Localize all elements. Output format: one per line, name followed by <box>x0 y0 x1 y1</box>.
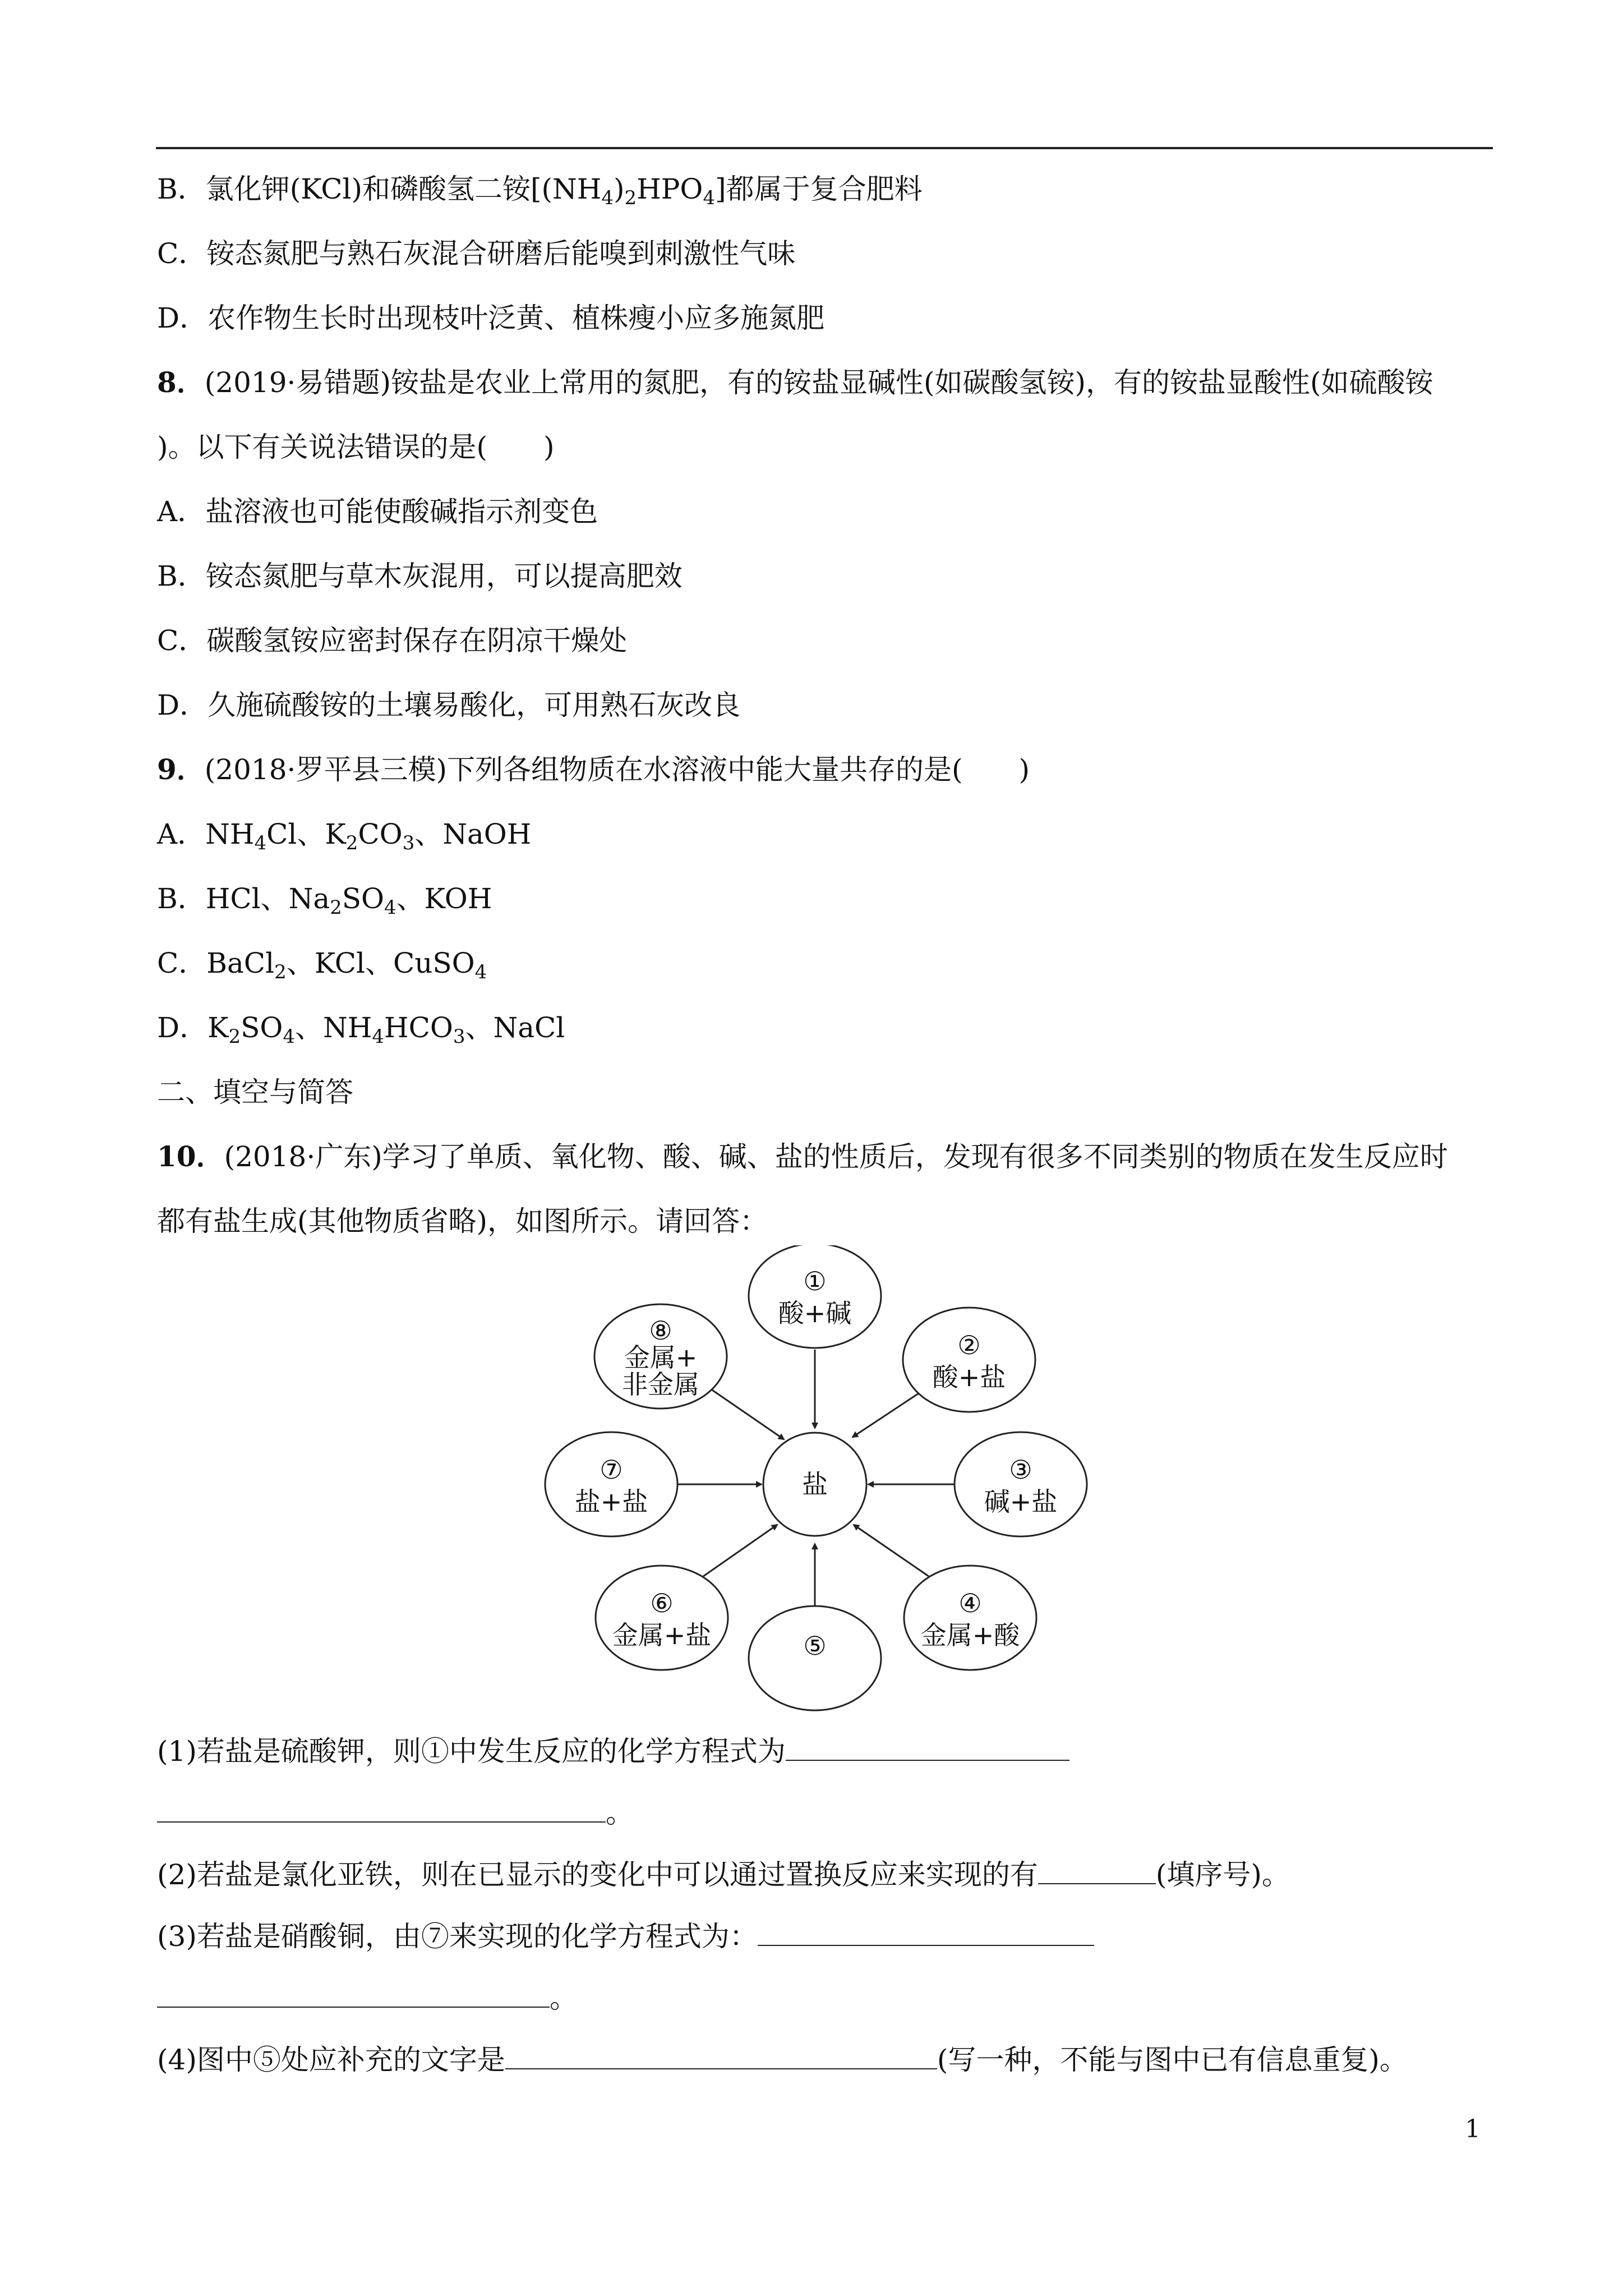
q10-sub1-cont: 。 <box>157 1795 634 1831</box>
q10-sub1: (1)若盐是硫酸钾，则①中发生反应的化学方程式为 <box>157 1733 1069 1769</box>
q10-sub3: (3)若盐是硝酸铜，由⑦来实现的化学方程式为： <box>157 1918 1094 1954</box>
page-number: 1 <box>1465 2115 1481 2143</box>
node-6-label: 金属+盐 <box>612 1620 712 1650</box>
q7-option-d: D．农作物生长时出现枝叶泛黄、植株瘦小应多施氮肥 <box>157 302 825 334</box>
q9-stem: 9．(2018·罗平县三模)下列各组物质在水溶液中能大量共存的是( ) <box>157 753 1030 786</box>
q7-option-c: C．铵态氮肥与熟石灰混合研磨后能嗅到刺激性气味 <box>157 237 796 270</box>
node-4-number: ④ <box>958 1588 982 1618</box>
node-7-label: 盐+盐 <box>574 1487 648 1517</box>
q8-number: 8． <box>157 366 205 399</box>
node-3-label: 碱+盐 <box>984 1487 1058 1517</box>
node-2-label: 酸+盐 <box>932 1362 1006 1392</box>
q10-stem-line1: 10．(2018·广东)学习了单质、氧化物、酸、碱、盐的性质后，发现有很多不同类别的物质在发生反应时 <box>157 1140 1448 1173</box>
arrow-2 <box>852 1389 925 1437</box>
node-6-number: ⑥ <box>650 1588 674 1618</box>
arrow-6 <box>703 1525 777 1576</box>
q8-option-d: D．久施硫酸铵的土壤易酸化，可用熟石灰改良 <box>157 689 741 721</box>
node-5-number: ⑤ <box>803 1631 827 1661</box>
q8-option-c: C．碳酸氢铵应密封保存在阴凉干燥处 <box>157 624 628 657</box>
q10-sub4: (4)图中⑤处应补充的文字是 (写一种，不能与图中已有信息重复)。 <box>157 2044 1408 2076</box>
q8-stem-line1: 8．(2019·易错题)铵盐是农业上常用的氮肥，有的铵盐显碱性(如碳酸氢铵)，有的铵盐显酸性(如硫酸铵 <box>157 366 1433 399</box>
arrow-8 <box>712 1390 784 1439</box>
q9-option-a: A．$NH_4Cl$、$K_2CO_3$、NaOH <box>157 818 532 854</box>
q10-sub3-cont: 。 <box>157 1980 578 2016</box>
node-1 <box>749 1245 881 1348</box>
center-label: 盐 <box>802 1469 828 1499</box>
q8-option-a: A．盐溶液也可能使酸碱指示剂变色 <box>157 495 598 528</box>
q9-option-c: C．BaCl$_2$、KCl、CuSO$_4$ <box>157 947 487 983</box>
answer-blank-3b[interactable] <box>157 1981 550 2008</box>
q8-option-b: B．铵态氮肥与草木灰混用，可以提高肥效 <box>157 560 683 592</box>
q9-number: 9． <box>157 753 205 786</box>
answer-blank-3a[interactable] <box>758 1919 1094 1946</box>
node-8-label-line1: 金属+ <box>624 1342 698 1373</box>
node-2-number: ② <box>957 1330 981 1360</box>
q10-sub2: (2)若盐是氯化亚铁，则在已显示的变化中可以通过置换反应来实现的有 (填序号)。 <box>157 1858 1290 1891</box>
node-8-number: ⑧ <box>649 1315 672 1346</box>
answer-blank-2[interactable] <box>1038 1857 1156 1884</box>
q10-number: 10． <box>157 1140 224 1173</box>
q7-option-b: B．氯化钾(KCl)和磷酸氢二铵$[(NH_4)_2HPO_4]$都属于复合肥料 <box>157 173 923 209</box>
node-4-label: 金属+酸 <box>920 1620 1020 1650</box>
node-3-number: ③ <box>1009 1455 1032 1485</box>
header-rule <box>156 147 1493 149</box>
arrow-4 <box>854 1525 929 1576</box>
q8-stem-line2: )。以下有关说法错误的是( ) <box>157 431 555 463</box>
node-8-label-line2: 非金属 <box>622 1369 699 1400</box>
answer-blank-1a[interactable] <box>786 1734 1069 1761</box>
node-1-label: 酸+碱 <box>778 1298 852 1328</box>
answer-blank-4[interactable] <box>505 2042 937 2069</box>
salt-reaction-diagram <box>533 1245 1094 1717</box>
q9-option-b: B．HCl、$Na_2SO_4$、KOH <box>157 882 492 919</box>
q10-stem-line2: 都有盐生成(其他物质省略)，如图所示。请回答： <box>157 1205 768 1237</box>
node-1-number: ① <box>803 1266 827 1296</box>
answer-blank-1b[interactable] <box>157 1796 606 1823</box>
node-7-number: ⑦ <box>600 1455 623 1485</box>
section-title: 二、填空与简答 <box>157 1076 353 1108</box>
q9-option-d: D．$K_2SO_4$、$NH_4HCO_3$、NaCl <box>157 1011 565 1048</box>
